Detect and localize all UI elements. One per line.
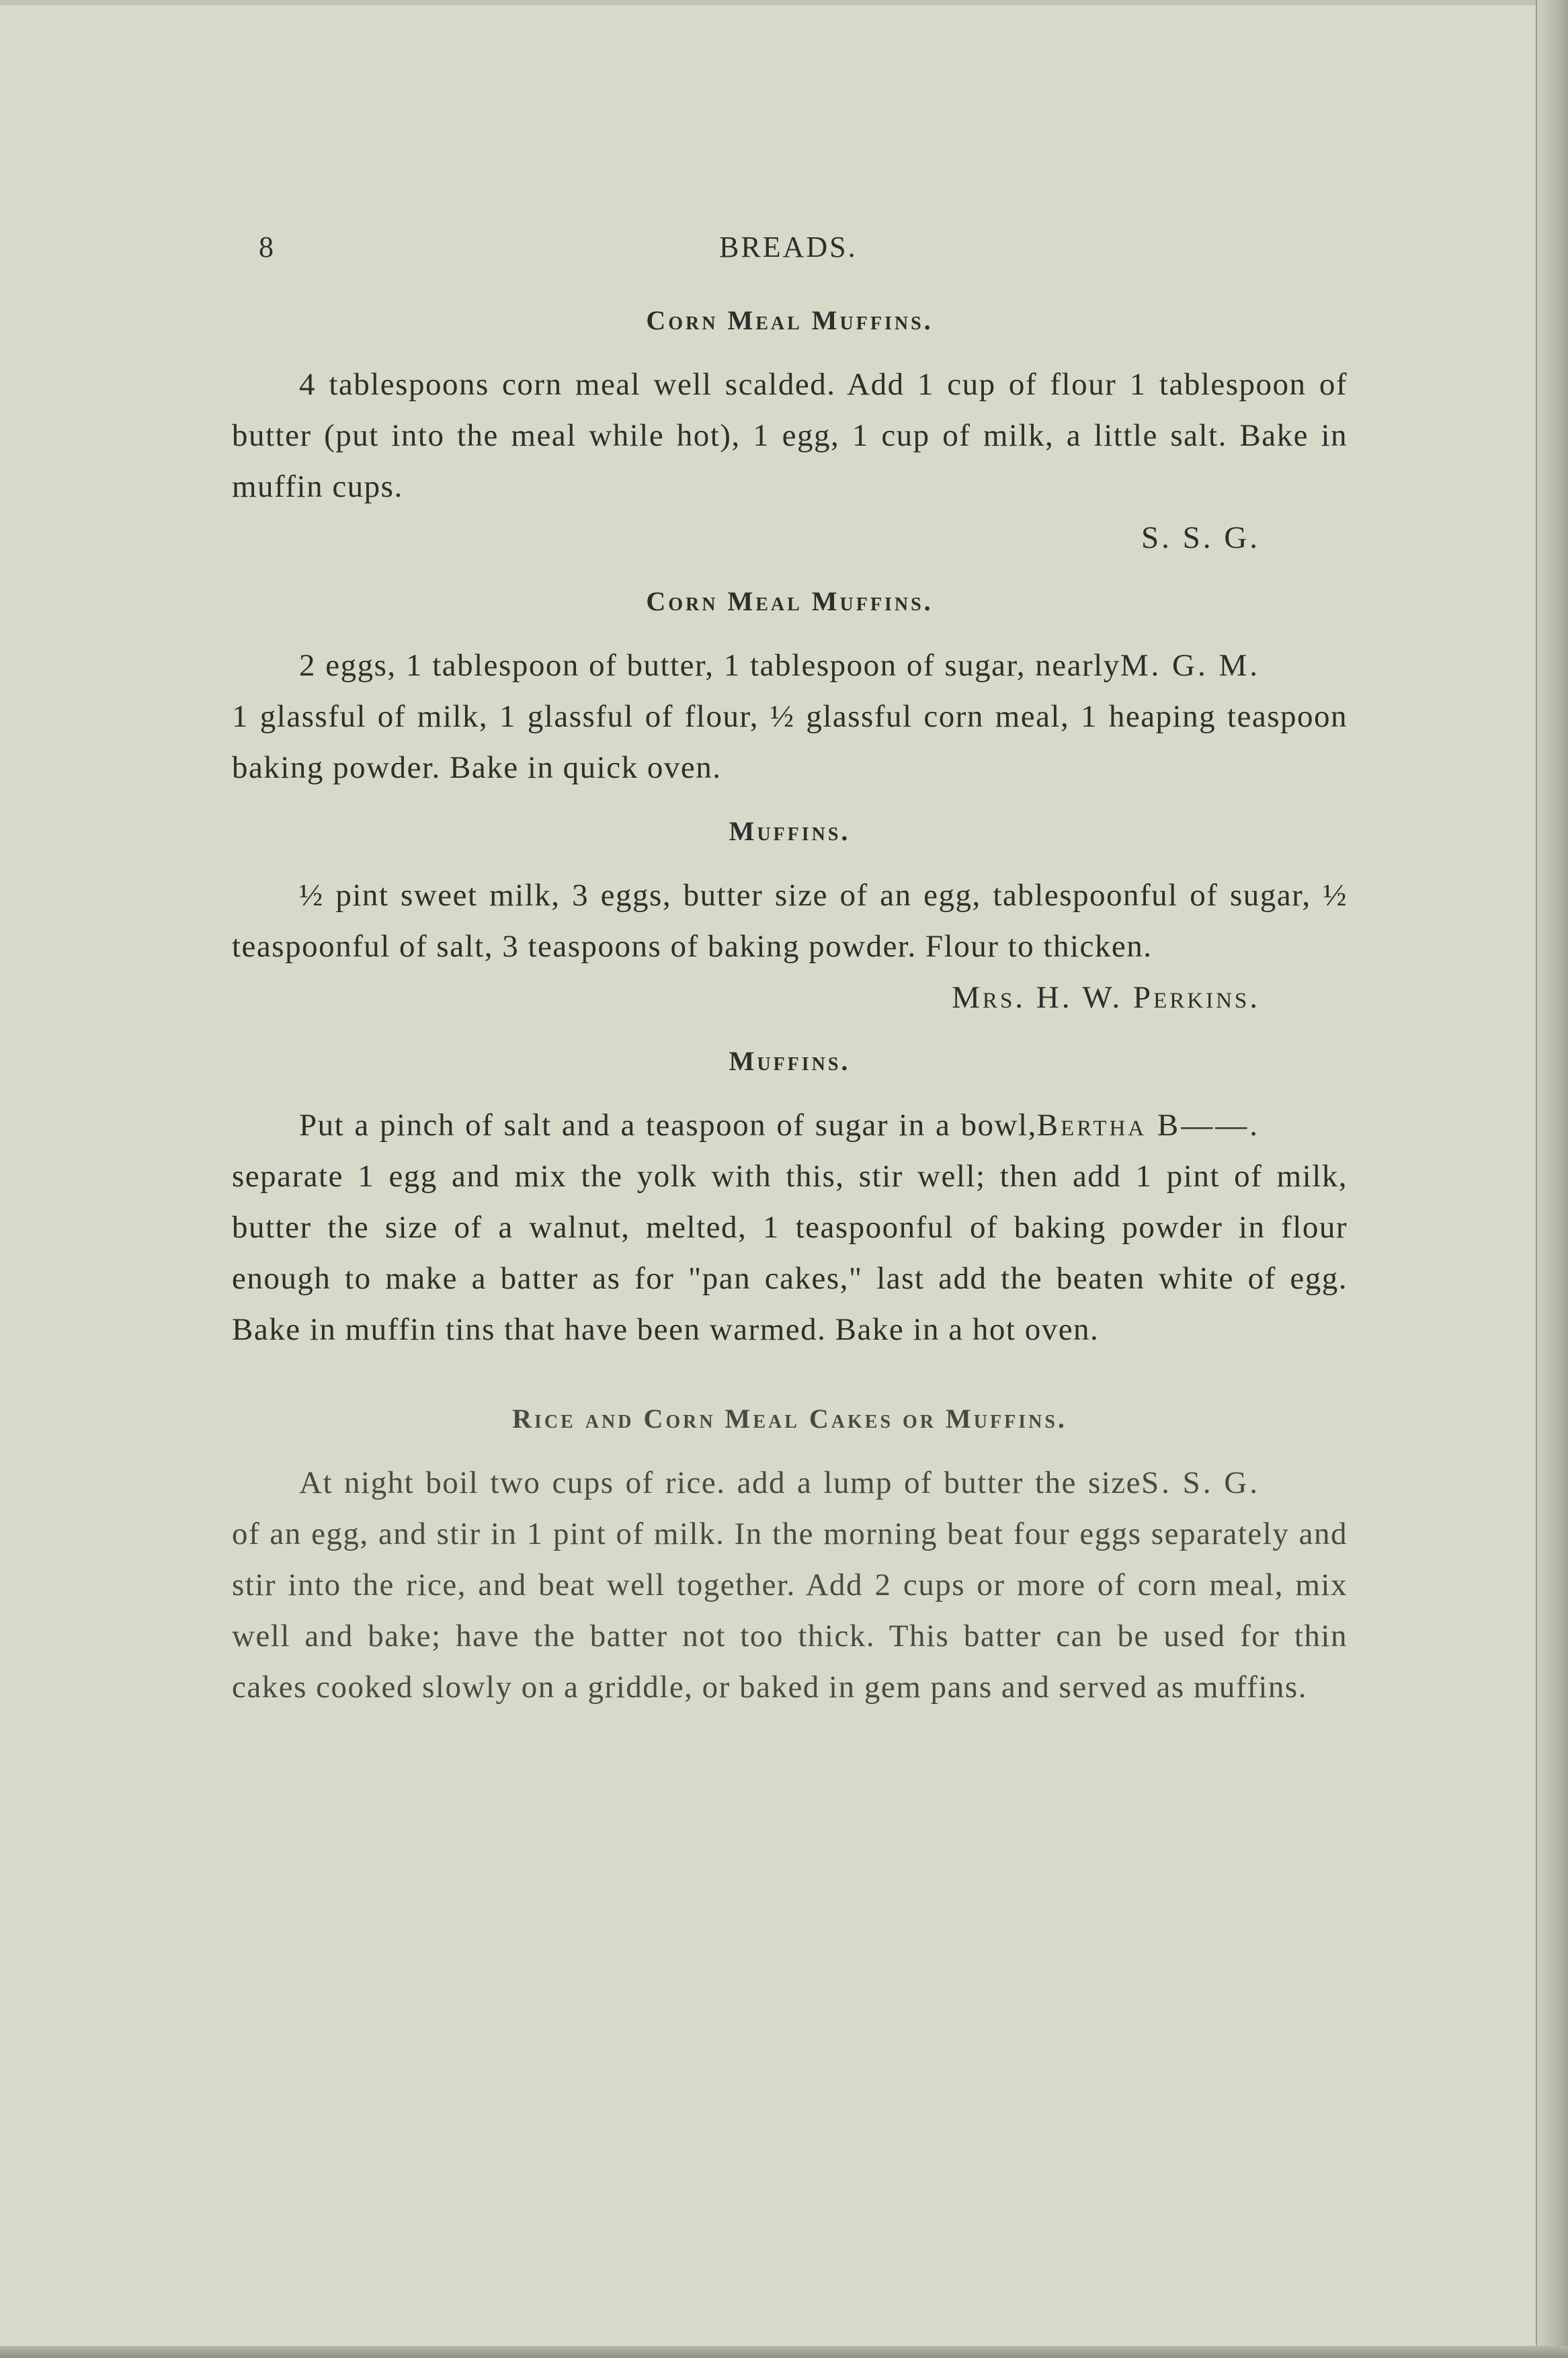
recipe-muffins-1 xyxy=(232,808,1348,1023)
recipe-author: Mrs. H. W. Perkins. xyxy=(952,980,1260,1015)
recipe-corn-meal-muffins-2 xyxy=(232,578,1348,793)
recipe-author: Bertha B——. xyxy=(1036,1108,1260,1143)
recipe-title: Muffins. xyxy=(729,816,851,846)
recipe-author: M. G. M. xyxy=(1120,648,1260,683)
recipe-text xyxy=(232,1457,1348,1713)
page-bottom-edge xyxy=(0,2346,1568,2358)
recipe-title: Corn Meal Muffins. xyxy=(646,305,934,335)
recipe-body: At night boil two cups of rice. add a lump of butter the size of an egg, and stir in 1 pint of milk. In the morning beat four eggs separately and stir into the rice, and beat well together. Add 2 cups or more of corn meal, mix well and bake; have the batter not too thick. This batter can be used for thin cakes cooked slowly on a griddle, or baked in gem pans and served as muffins. xyxy=(232,1465,1348,1705)
recipe-text xyxy=(232,640,1348,793)
page-content xyxy=(232,222,1348,1713)
page-right-edge xyxy=(1536,0,1568,2358)
recipe-text: ½ pint sweet milk, 3 eggs, butter size of an egg, tablespoonful of sugar, ½ teaspoonful of salt, 3 teaspoons of baking powder. Flour to thicken. xyxy=(232,878,1348,964)
recipe-body: Put a pinch of salt and a teaspoon of sugar in a bowl, separate 1 egg and mix the yolk with this, stir well; then add 1 pint of milk, butter the size of a walnut, melted, 1 teaspoonful of baking powder in flour enough to make a batter as for "pan cakes," last add the beaten white of egg. Bake in muffin tins that have been warmed. Bake in a hot oven. xyxy=(232,1108,1348,1347)
recipe-rice-corn-meal-cakes xyxy=(232,1395,1348,1713)
recipe-text xyxy=(232,1100,1348,1355)
page-number: 8 xyxy=(259,231,276,263)
recipe-text: 4 tablespoons corn meal well scalded. Add 1 cup of flour 1 tablespoon of butter (put into the meal while hot), 1 egg, 1 cup of milk, a little salt. Bake in muffin cups. xyxy=(232,367,1348,504)
recipe-title: Muffins. xyxy=(729,1046,851,1076)
recipe-corn-meal-muffins-1 xyxy=(232,297,1348,563)
page-header xyxy=(232,222,1348,282)
recipe-muffins-2 xyxy=(232,1038,1348,1355)
recipe-author: S. S. G. xyxy=(1141,1465,1260,1500)
recipe-title: Rice and Corn Meal Cakes or Muffins. xyxy=(512,1404,1067,1434)
recipe-title: Corn Meal Muffins. xyxy=(646,586,934,616)
recipe-body: 2 eggs, 1 tablespoon of butter, 1 tablespoon of sugar, nearly 1 glassful of milk, 1 glassful of flour, ½ glassful corn meal, 1 heaping teaspoon baking powder. Bake in quick oven. xyxy=(232,648,1348,785)
page-top-edge xyxy=(0,0,1568,5)
recipe-author: S. S. G. xyxy=(1141,520,1260,555)
running-head: BREADS. xyxy=(719,231,858,263)
